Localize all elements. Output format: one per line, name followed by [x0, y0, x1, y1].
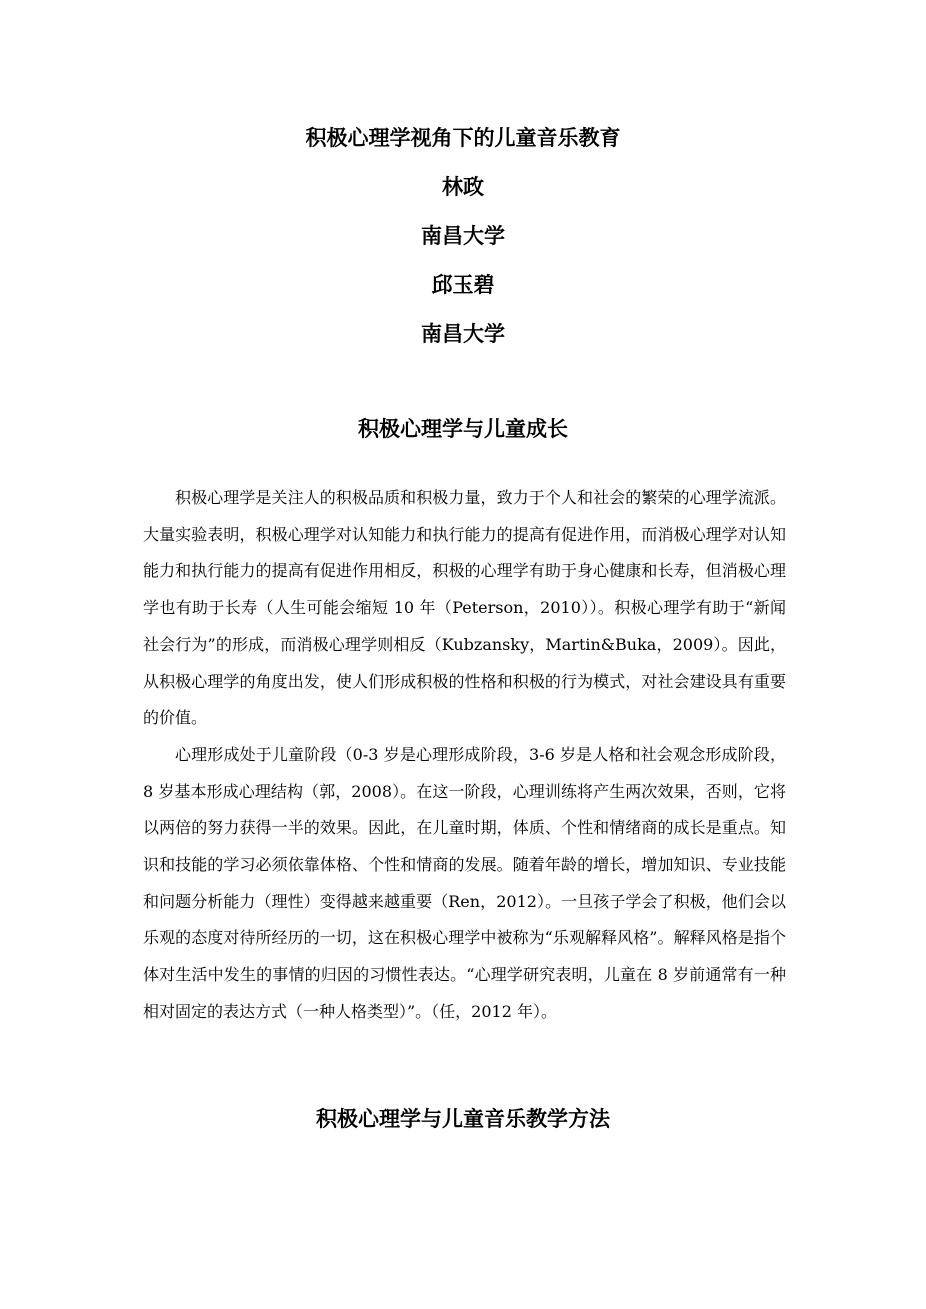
author-name: 林政	[442, 175, 484, 199]
author-affiliation: 南昌大学	[421, 322, 505, 346]
paper-title: 积极心理学视角下的儿童音乐教育	[305, 126, 621, 150]
section-body	[143, 480, 786, 1031]
author-affiliation: 南昌大学	[421, 224, 505, 248]
title-block	[0, 118, 926, 363]
author-name: 邱玉碧	[431, 273, 495, 297]
section-heading: 积极心理学与儿童成长	[358, 417, 568, 441]
section-heading: 积极心理学与儿童音乐教学方法	[316, 1107, 610, 1131]
paragraph: 积极心理学是关注人的积极品质和积极力量，致力于个人和社会的繁荣的心理学流派。大量实验表明，积极心理学对认知能力和执行能力的提高有促进作用，而消极心理学对认知能力和执行能力的提高有促进作用相反，积极的心理学有助于身心健康和长寿，但消极心理学也有助于长寿（人生可能会缩短 10 年（Peterson，2010））。积极心理学有助于“新闻社会行为”的形成，而消极心理学则相反（Kubzansky，Martin&Buka，2009）。因此，从积极心理学的角度出发，使人们形成积极的性格和积极的行为模式，对社会建设具有重要的价值。	[143, 488, 786, 728]
paragraph: 心理形成处于儿童阶段（0-3 岁是心理形成阶段，3-6 岁是人格和社会观念形成阶段，8 岁基本形成心理结构（郭，2008）。在这一阶段，心理训练将产生两次效果，否则，它将以两倍的努力获得一半的效果。因此，在儿童时期，体质、个性和情绪商的成长是重点。知识和技能的学习必须依靠体格、个性和情商的发展。随着年龄的增长，增加知识、专业技能和问题分析能力（理性）变得越来越重要（Ren，2012）。一旦孩子学会了积极，他们会以乐观的态度对待所经历的一切，这在积极心理学中被称为“乐观解释风格”。解释风格是指个体对生活中发生的事情的归因的习惯性表达。“心理学研究表明，儿童在 8 岁前通常有一种相对固定的表达方式（一种人格类型）”。（任，2012 年）。	[143, 744, 786, 1021]
